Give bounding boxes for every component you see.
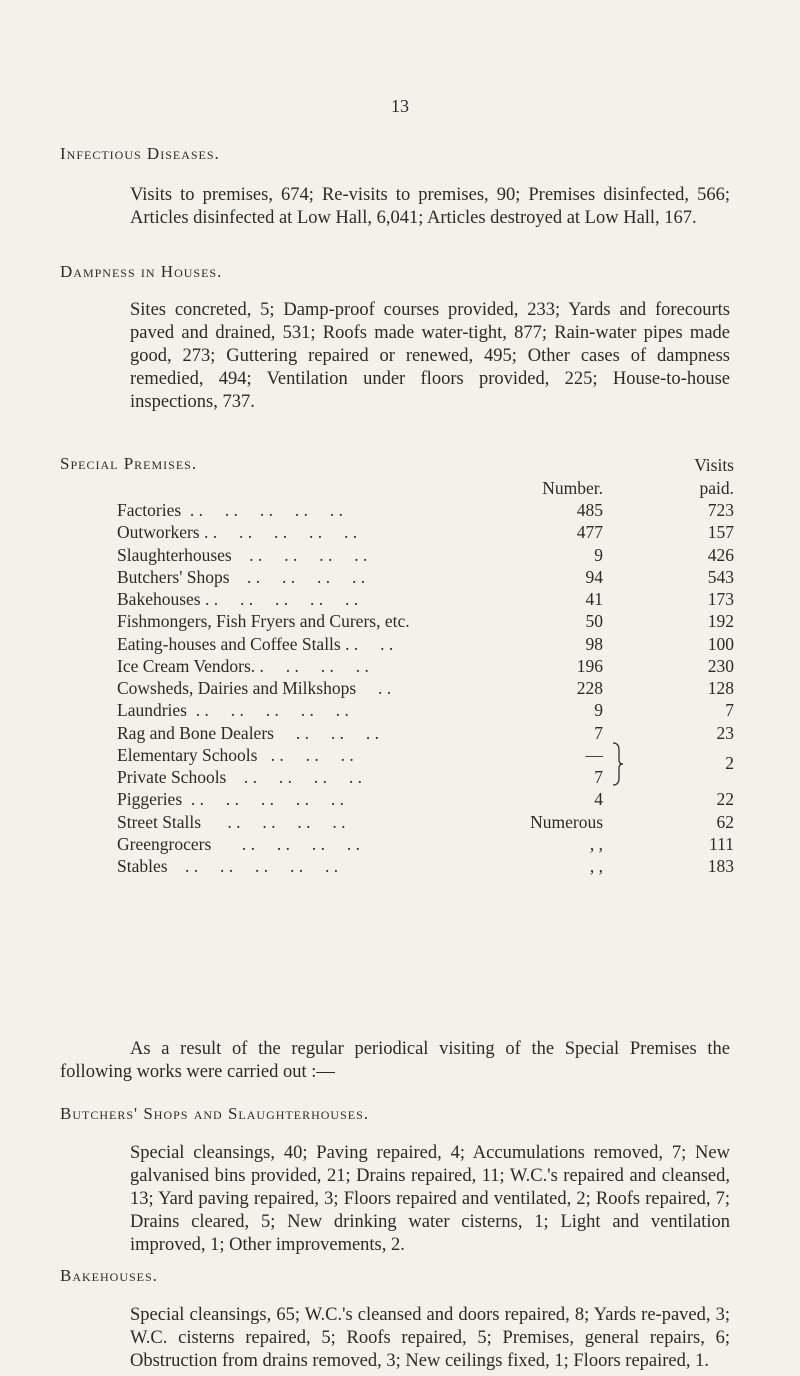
table-row <box>0 856 800 878</box>
premises-name: Fishmongers, Fish Fryers and Curers, etc. <box>117 611 410 632</box>
butchers-text: Special cleansings, 40; Paving repaired, 4; Accumulations removed, 7; New galvanised bins provided, 21; Drains repaired, 11; W.C.'s repaired and cleansed, 13; Yard paving repaired, 3; Floors repaired and ventilated, 2; Roofs repaired, 7; Drains cleared, 5; New drinking water cisterns, 1; Light and ventilation improved, 1; Other improvements, 2. <box>130 1143 730 1255</box>
premises-visits: 173 <box>707 589 734 609</box>
table-row <box>0 834 800 856</box>
premises-number: 477 <box>576 522 603 543</box>
dampness-heading: Dampness in Houses. <box>60 262 223 281</box>
table-row <box>0 634 800 656</box>
premises-number: , , <box>589 856 603 876</box>
premises-visits: 111 <box>709 833 734 854</box>
table-row <box>0 656 800 678</box>
table-row <box>0 500 800 522</box>
schools-brace <box>612 742 624 786</box>
premises-name: Piggeries . . . . . . . . . . <box>117 789 345 810</box>
premises-visits: 100 <box>707 633 734 654</box>
premises-visits: 183 <box>707 856 734 876</box>
premises-number: 228 <box>576 678 603 698</box>
premises-visits: 22 <box>716 789 734 810</box>
visits-column-header-line2: paid. <box>699 478 734 498</box>
premises-name: Private Schools . . . . . . . . <box>117 767 362 787</box>
premises-number: , , <box>589 833 603 854</box>
table-row <box>0 567 800 589</box>
premises-visits: 723 <box>707 500 734 520</box>
premises-name: Bakehouses . . . . . . . . . . <box>117 589 359 609</box>
table-row <box>0 745 800 767</box>
table-row <box>0 723 800 745</box>
number-column-header: Number. <box>542 478 603 498</box>
result-text: As a result of the regular periodical visiting of the Special Premises the following works were carried out :— <box>60 1039 730 1082</box>
premises-number: 41 <box>585 589 603 609</box>
table-row <box>0 611 800 633</box>
premises-visits: 62 <box>716 811 734 832</box>
premises-number: 7 <box>594 722 603 743</box>
premises-name: Factories . . . . . . . . . . <box>117 500 344 520</box>
premises-name: Slaughterhouses . . . . . . . . <box>117 544 368 565</box>
premises-number: 196 <box>576 655 603 676</box>
premises-number: 485 <box>576 500 603 520</box>
premises-visits: 23 <box>716 722 734 743</box>
premises-number: 50 <box>585 611 603 632</box>
premises-number: — <box>585 744 603 765</box>
special-premises-heading: Special Premises. <box>60 454 198 473</box>
premises-name: Stables . . . . . . . . . . <box>117 856 339 876</box>
bakehouses-text: Special cleansings, 65; W.C.'s cleansed and doors repaired, 8; Yards re-paved, 3; W.C. cisterns repaired, 5; Roofs repaired, 5; Premises, general repairs, 6; Obstruction from drains removed, 3; New ceilings fixed, 1; Floors repaired, 1. <box>130 1305 730 1371</box>
premises-number: 94 <box>585 566 603 587</box>
premises-number: 7 <box>594 767 603 787</box>
butchers-heading: Butchers' Shops and Slaughterhouses. <box>60 1104 369 1123</box>
table-row <box>0 545 800 567</box>
table-row <box>0 700 800 722</box>
premises-number: 98 <box>585 633 603 654</box>
premises-visits: 426 <box>707 544 734 565</box>
premises-name: Cowsheds, Dairies and Milkshops . . <box>117 678 392 698</box>
premises-name: Ice Cream Vendors. . . . . . . . <box>117 655 369 676</box>
table-row <box>0 767 800 789</box>
premises-name: Rag and Bone Dealers . . . . . . <box>117 722 379 743</box>
premises-name: Butchers' Shops . . . . . . . . <box>117 566 366 587</box>
premises-name: Laundries . . . . . . . . . . <box>117 700 349 721</box>
bakehouses-heading: Bakehouses. <box>60 1266 158 1285</box>
premises-name: Eating-houses and Coffee Stalls . . . . <box>117 633 394 654</box>
premises-number: 4 <box>594 789 603 810</box>
premises-name: Elementary Schools . . . . . . <box>117 744 354 765</box>
premises-visits: 128 <box>707 678 734 698</box>
premises-visits: 230 <box>707 655 734 676</box>
premises-name: Outworkers . . . . . . . . . . <box>117 522 358 543</box>
premises-name: Street Stalls . . . . . . . . <box>117 811 346 832</box>
premises-name: Greengrocers . . . . . . . . <box>117 833 361 854</box>
premises-number: 9 <box>594 544 603 565</box>
premises-number: Numerous <box>530 811 603 832</box>
table-row <box>0 789 800 811</box>
table-row <box>0 589 800 611</box>
premises-visits: 157 <box>707 522 734 543</box>
premises-visits: 7 <box>725 700 734 721</box>
table-row <box>0 812 800 834</box>
dampness-text: Sites concreted, 5; Damp-proof courses provided, 233; Yards and forecourts paved and drained, 531; Roofs made water-tight, 877; Rain-water pipes made good, 273; Guttering repaired or renewed, 495; Other cases of dampness remedied, 494; Ventilation under floors provided, 225; House-to-house inspections, 737. <box>130 300 730 412</box>
table-row <box>0 522 800 544</box>
page-number: 13 <box>391 96 409 116</box>
premises-visits: 192 <box>707 611 734 632</box>
premises-visits: 543 <box>707 566 734 587</box>
table-row <box>0 678 800 700</box>
infectious-diseases-text: Visits to premises, 674; Re-visits to premises, 90; Premises disinfected, 566; Articles disinfected at Low Hall, 6,041; Articles destroyed at Low Hall, 167. <box>130 185 730 228</box>
infectious-diseases-heading: Infectious Diseases. <box>60 144 220 163</box>
premises-number: 9 <box>594 700 603 721</box>
schools-combined-visits: 2 <box>725 753 734 773</box>
visits-column-header-line1: Visits <box>694 455 734 475</box>
